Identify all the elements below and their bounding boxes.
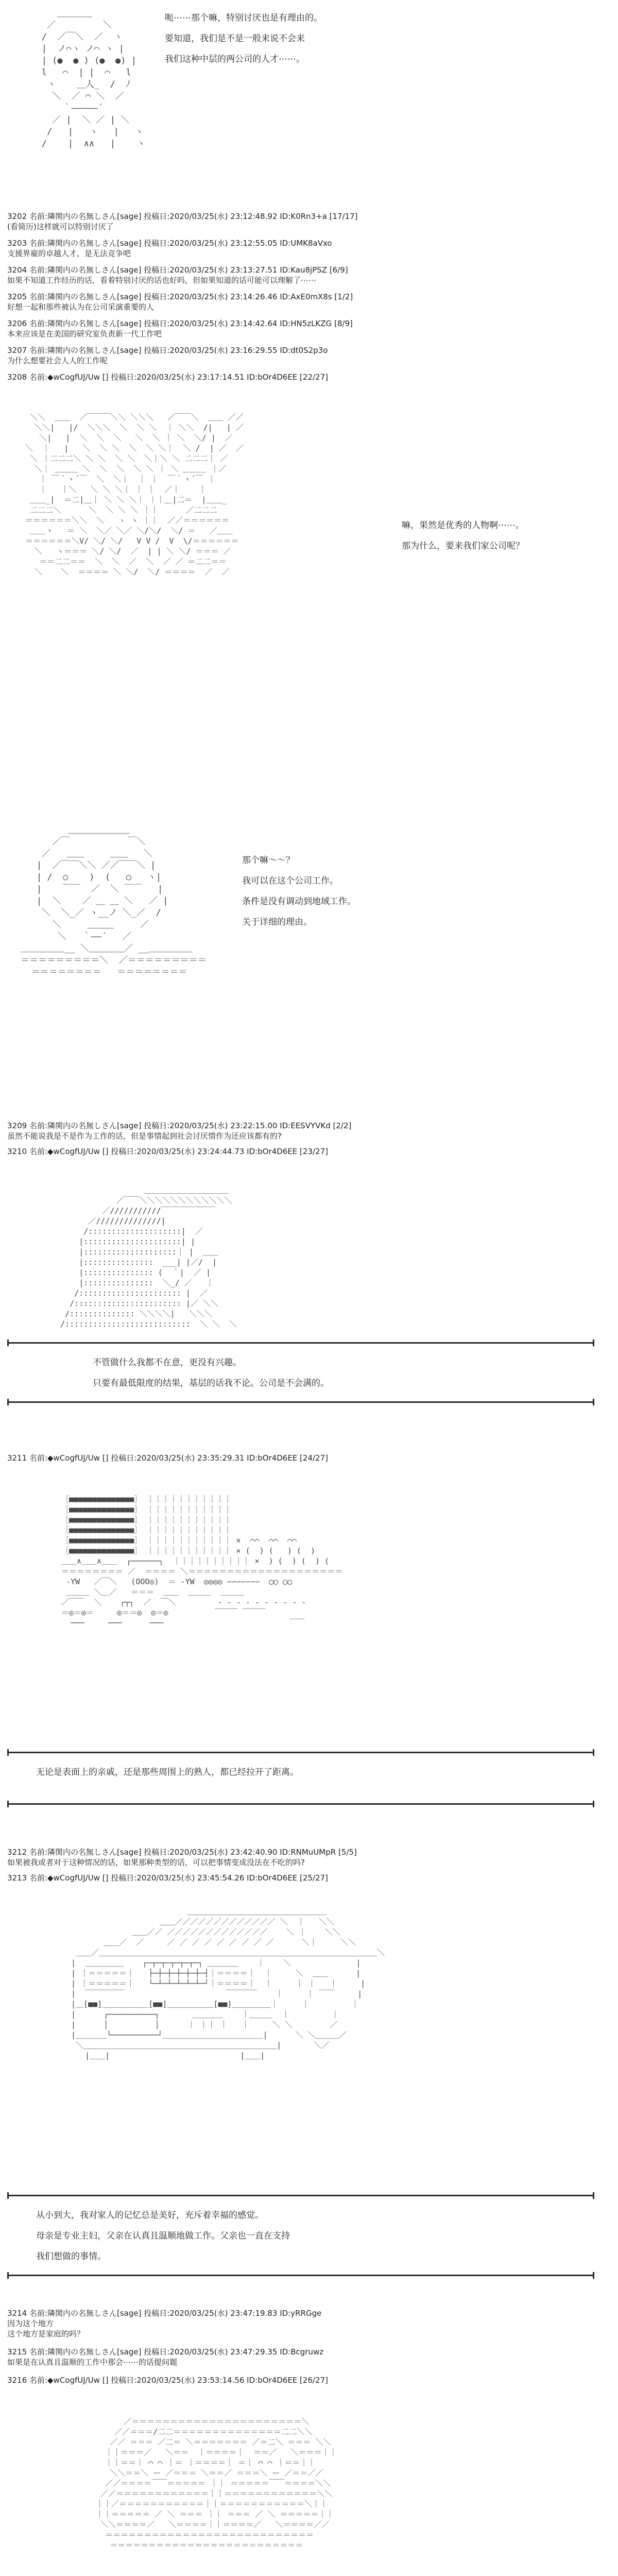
ascii-art-cap-figure: ＿＿＿＿＿＿＿＿＿＿＿ ／￣￣＼＼＼＼＼＼＼＼＼＼＼＼ ／///////////￣￣￣￣￣￣￣ ／//////////////| /::::::::::::::::::::| ／ |:::::::::::::::::::::| | |::::::::::::::::::::｜ | ＿＿ |::::::::::::::: ___| |／/ | |::::::::::::::: ( ｀| ／ | |::::::::::::::: ＼_/ ／ ｜ /:::::::::::::::::::::: | ／ /::::::::::::::::::::::: |／ ＼＼ /:::::::::::::: ＼＼＼＼| ＼＼＼ /::::::::::::::::::::::::::: ＼ ＼ ＼ (60, 1185, 237, 1329)
ascii-art-crowd: ／＝＝＝＝＝＝＝＝＝＝＝＝＝＝＝＝＝＝＝＝＝＝＼ ／／＝＝＝/二二＝＝＝＝＝＝＝＝＝＝＝＝＝＝二二＼＼ ／／ ＝＝＝ ／二＝ ＼＝＝＝＝＝＝＝ ／＝二＼ ＝＝＝ ＼＼ ｜｜＝＝＝／ ＼＝＝ ｜＝＝＝＝｜ ＝＝／ ＼＝＝＝｜｜ ｜｜＝＝｜ ⌒ ⌒ ｜＝ ｜＝＝＝＝｜ ＝｜ ⌒ ⌒ ｜＝＝｜｜ ＼＼＝＝＼ ー ／＝＝＝ ＼＝＝／ ＝＝＝＼ ー ／＝＝／／ ／／＝＝＝＝￣￣＝＝＝＝＝ ｜｜ ＝＝＝＝＝￣￣＝＝＝＝＼＼ ／／＝＝＝＝＝＝＝＝＝＝＝＝｜｜＝＝＝＝＝＝＝＝＝＝＝＝＼＼ ｜｜／＝＝＝＝＝＝＝＝＝＝＝｜｜＝＝＝＝＝＝＝＝＝＝＝＼｜｜ ｜｜＝＝＝＝＝ ／ ＼ ＝＝＝ ｜｜ ＝＝＝ ／ ＼ ＝＝＝＝＝｜｜ ＼＼＝＝＝＝／ ＼＝＝＝＝｜｜＝＝＝＝／ ＼＝＝＝＝／／ ＝＝＝＝＝＝＝＝＝＝＝＝＝＝＝＝＝＝＝＝＝＝＝＝＝＝＝ ＝＝＝＝＝＝＝＝＝＝＝＝＝＝＝＝＝＝＝＝＝＝＝＝＝ (96, 2417, 337, 2550)
narration-line: 我们想做的事情。 (36, 2251, 106, 2262)
post-body-line: 好想一起和那些被认为在公司采演重要的人 (7, 302, 154, 312)
post-3210 (7, 1146, 610, 1157)
post-header: 3210 名前:◆wCogfUJ/Uw [] 投稿日:2020/03/25(水) 23:24:44.73 ID:bOr4D6EE [23/27] (7, 1147, 328, 1156)
narration-line: 只要有最低限度的结果，基层的话我不论。公司是不会满的。 (93, 1378, 329, 1388)
post-3211 (7, 1453, 610, 1463)
post-3214 (7, 2308, 610, 2339)
ascii-art-figure-2: ＼＼ ＿＿ ／￣￣￣＼＼ ＼＼＼ ／￣￣＼ ＿＿ ／／ ＼＼| |/ ＼＼＼ ＼ ＼ ＼ ｜ ＼＼ /| | ／ ＼| | ＼ ＼ ＼ ＼ ＼ ｜ ＼ ＼/ | ／ ＼ ｜ | ＼ ＼ ＼ ＼ ＼ ＼｜ ＼ / | ／ ／ ＼ ｜二二二＼ ＼ ＼ ＼ ＼ ＼｜＼ ＼ 二二二｜ ／ ＼｜ ＿＿＿ ＼ ＼ ＼ ＼ ＼ ｜ ＼ ＿＿＿ ｜／ ｜ ￣｀ヽ´￣ ＼ ＼｜ ｜ ｜ ￣｀ヽ´￣ ｜ ｜ ｜＼ ＼ ＼ ＼｜ ｜ ｜ ／｜ ｜ ＿＿_| ＝二|＿｜ ＼ ＼ ＼｜ ｜｜＿|二＝ |＿＿_ 二二二＼ ＼ ＼ ＼ ＼ ｜｜ ／二二二 ＝＝＝＝＝＝＼＼ ＼ ヽ ヽ ｜｜ ／／＝＝＝＝＝＝ ＿＿ヽ ＝ ＼ ＼／ ＼／ ＼/＼/ ＼/ ＝ ／＿＿ ＝＝＝＝＝＝＼V/ ＼/ ＼/ V V / V \/＝＝＝＝＝＝ ＼ ヽ＝＝＝ ＼/ ＼/ ／ | | ＼ ＼/ ＝＝＝ ／ ＝＝二二＝＝ ＼ ＼ ／ ＼ ／ ／ ＝二二＝＝ ＼ ＼ ＝＝＝＝ ＼ ＼/ ＼/ ＝＝＝＝ ／ ／ (25, 413, 244, 577)
post-body-line: 如果不知道工作经历的话，看着特别讨厌的话也好吗，但如果知道的话可能可以理解了⋯⋯ (7, 276, 317, 285)
post-body-line: 支援界雇的卓越人才，是无法竞争吧 (7, 249, 131, 258)
post-header: 3206 名前:隣関内の名無しさん[sage] 投稿日:2020/03/25(水) 23:14:42.64 ID:HN5zLKZG [8/9] (7, 319, 353, 328)
post-header: 3203 名前:隣関内の名無しさん[sage] 投稿日:2020/03/25(水) 23:12:55.05 ID:UMK8aVxo (7, 239, 332, 248)
post-header: 3213 名前:◆wCogfUJ/Uw [] 投稿日:2020/03/25(水) 23:45:54.26 ID:bOr4D6EE [25/27] (7, 1873, 328, 1883)
post-header: 3205 名前:隣関内の名無しさん[sage] 投稿日:2020/03/25(水) 23:14:26.46 ID:AxE0mX8s [1/2] (7, 292, 353, 301)
post-3205 (7, 292, 610, 312)
post-header: 3215 名前:隣関内の名無しさん[sage] 投稿日:2020/03/25(水) 23:47:29.35 ID:Bcgruwz (7, 2347, 324, 2357)
post-body-line: 虽然不能说我是不是作为工作的话，但是事情起到社会讨厌情作为还应该都有的? (7, 1131, 282, 1141)
post-body-line: 这个地方是家庭的吗？ (7, 2329, 85, 2338)
post-header: 3208 名前:◆wCogfUJ/Uw [] 投稿日:2020/03/25(水) 23:17:14.51 ID:bOr4D6EE [22/27] (7, 372, 328, 382)
section-divider (7, 1752, 594, 1753)
post-3208 (7, 372, 610, 382)
post-3203 (7, 238, 610, 259)
post-3207 (7, 345, 610, 366)
speech-line: 我可以在这个公司工作。 (242, 876, 338, 886)
ascii-art-car: ＿＿＿＿＿＿＿＿＿＿＿＿＿＿＿＿＿＿ ＿＿／／／／／／／／／／／／／ ＼ ｜ ＼＼ ＿＿／／ ／／／／／／／／／／／／／ ＼ ｜ ＼＼ ＿＿／ ／ ／ ／ ／ ／ ／ ／ ／ ／ ／ ＼｜ ＼＼ ＿＿／＿＿＿＿＿＿＿＿＿＿＿＿＿＿＿＿＿＿＿＿＿＿＿＿＿＿＿＿＿＿＿＿＿＿＿＿＼ | ＿＿＿＿＿ ┌─┬─┬─┬─┬─┬─┐ ＿＿＿＿ ｜ ＼ | | ｜＝＝＝＝＝｜ ├─┼─┼─┼─┼─┼─┤｜＝＝＝＝｜ ｜ ＼ ＿＿ | | ｜＝＝＝＝＝｜ └─┴─┴─┴─┴─┴─┘｜＝＝＝＝｜ ｜ ｜ ｜ ｜ | | ￣￣￣￣￣ ￣￣￣￣ ｜ ｜ ￣￣ | |＿[■■]＿＿＿＿＿＿[■■]＿＿＿＿＿＿[■■]＿＿＿＿＿｜ ｜ ｜ | ┌──────────┐ ＿＿＿＿ ｜＿＿＿ ｜ ｜ | │ │ ｜ ｜｜ ｜ ｜ ＼ ＼ ／ |＿＿＿＿└──────────┘＿＿＿＿＿＿＿＿＿＿＿＿＿| ＼ ＼＿＿＿／ ＼＿＿＿＿＿＿＿＿＿＿＿＿＿＿＿＿＿＿＿＿＿＿＿＿＿| ＼／ |＿＿| |＿＿| (71, 1907, 385, 2060)
post-3206 (7, 318, 610, 339)
speech-line: 要知道，我们是不是一般来说不会来 (165, 33, 305, 44)
post-body-line: 如果是在认真且温顺的工作中那会⋯⋯的话提问题 (7, 2358, 178, 2367)
speech-scene-3 (242, 850, 356, 933)
speech-line: 嘛，果然是优秀的人物啊⋯⋯。 (402, 520, 524, 531)
speech-line: 我们这种中层的两公司的人才⋯⋯。 (165, 54, 305, 64)
post-body-line: (看简历)这样就可以特别讨厌了 (7, 222, 114, 231)
post-header: 3212 名前:隣関内の名無しさん[sage] 投稿日:2020/03/25(水) 23:42:40.90 ID:RNMuUMpR [5/5] (7, 1848, 357, 1857)
narration-1 (93, 1352, 329, 1394)
speech-line: 那个嘛～～？ (242, 855, 295, 866)
speech-line: 条件是没有调动到地域工作。 (242, 896, 356, 907)
post-3202 (7, 211, 610, 232)
post-3216 (7, 2375, 610, 2385)
speech-scene-1 (165, 8, 322, 70)
narration-line: 不管做什么我都不在意，更没有兴趣。 (93, 1358, 242, 1368)
section-divider (7, 2275, 594, 2276)
post-3204 (7, 265, 610, 285)
narration-line: 无论是表面上的亲戚，还是那些周围上的熟人，都已经拉开了距离。 (36, 1767, 299, 1777)
post-header: 3216 名前:◆wCogfUJ/Uw [] 投稿日:2020/03/25(水) 23:53:14.56 ID:bOr4D6EE [26/27] (7, 2376, 328, 2385)
section-divider (7, 1401, 594, 1403)
narration-2 (36, 1762, 299, 1783)
narration-3 (36, 2205, 290, 2267)
post-3215 (7, 2347, 610, 2367)
ascii-art-character-1: ＿＿＿＿ ／ ＼ / ／￣＼ ／ ヽ | ノ⌒ヽ ノ⌒ ヽ | | (● ● ) (● ●) | l ⌒ | | ⌒ l ヽ ＿人_ / ﾉ ＼ ／ ⌒ ＼ ／ ｀―――――´ ／ | ＼ ／ | ＼ / | ヽ | ヽ / | ∧∧ | ヽ (41, 8, 145, 149)
ascii-art-city-street: ［■■■■■■■■■■■■■■］ ｜｜｜｜｜｜｜｜｜｜｜ ［■■■■■■■■■■■■■■］ ｜｜｜｜｜｜｜｜｜｜｜ ［■■■■■■■■■■■■■■］ ｜｜｜｜｜｜｜｜｜｜｜ ［■■■■■■■■■■■■■■］ ｜｜｜｜｜｜｜｜｜｜｜ ［■■■■■■■■■■■■■■］ ｜｜｜｜｜｜｜｜｜｜｜ × ⌒⌒ ⌒⌒ ⌒⌒ ［■■■■■■■■■■■■■■］ ｜｜｜｜｜｜｜｜｜｜｜ × ( ) ( ) ( ) ＿＿∧＿＿∧＿＿ ┌──────┐ ｜｜｜｜｜｜｜｜｜｜ × ) ( ) ( ) ( ＝＝＝＝＝＝＝＝ ／ ＝＝＝＝ ＼＝＝＝＝＝＝＝＝＝＝＝＝＝＝＝＝＝＝＝＝ ‐YW ／￣＼ (OOΟ◎) ＝ ‐YW ◎◎◎◎ ∽∽∽∽∽∽∽ ◯◯ ◯◯ ＿＿＿ ＼＿／ ＝＝＝ ＿＿ ＿＿＿ ＿＿＿ ／￣￣ ＼ ┌┬┐ ／ ￣＼ ‐ ‐ ‐ ‐ ‐ ‐ ‐ ‐ ‐ ‐ ＝◎＝◎＝ ◎＝＝◎ ◎＝◎ ￣￣￣ ￣￣￣ ─── ─── ─── ￣￣ (61, 1495, 343, 1628)
post-body-line: 本来应该是在美国的研究室负责新一代工作吧 (7, 329, 162, 338)
narration-line: 母亲是专业主妇，父亲在认真且温顺地做工作。父亲也一直在支持 (36, 2231, 290, 2241)
section-divider (7, 1803, 594, 1805)
section-divider (7, 1342, 594, 1344)
post-3209 (7, 1121, 610, 1141)
post-body-line: 为什么想要社会人人的工作呢 (7, 356, 108, 365)
speech-scene-2 (402, 515, 524, 556)
post-header: 3214 名前:隣関内の名無しさん[sage] 投稿日:2020/03/25(水) 23:47:19.83 ID:yRRGge (7, 2309, 322, 2318)
post-header: 3204 名前:隣関内の名無しさん[sage] 投稿日:2020/03/25(水) 23:13:27.51 ID:Kau8jPSZ [6/9] (7, 265, 348, 275)
post-3212 (7, 1847, 610, 1868)
section-divider (7, 2195, 594, 2196)
post-header: 3207 名前:隣関内の名無しさん[sage] 投稿日:2020/03/25(水) 23:16:29.55 ID:dt0S2p3o (7, 346, 328, 355)
speech-line: 那为什么，要来我们家公司呢？ (402, 541, 524, 551)
post-3213 (7, 1873, 610, 1883)
post-body-line: 因为这个地方 (7, 2319, 54, 2328)
narration-line: 从小到大，我对家人的记忆总是美好，充斥着幸福的感觉。 (36, 2210, 264, 2221)
post-header: 3202 名前:隣関内の名無しさん[sage] 投稿日:2020/03/25(水) 23:12:48.92 ID:K0Rn3+a [17/17] (7, 212, 358, 221)
speech-line: 呃⋯⋯那个嘛，特别讨厌也是有理由的。 (165, 13, 322, 23)
post-body-line: 如果被我或者对于这种情况的话，如果那种类型的话，可以把事情变成没法在不吃的吗? (7, 1858, 305, 1867)
speech-line: 关于详细的理由。 (242, 917, 312, 927)
post-header: 3211 名前:◆wCogfUJ/Uw [] 投稿日:2020/03/25(水) 23:35:29.31 ID:bOr4D6EE [24/27] (7, 1453, 328, 1463)
ascii-art-character-3: ＿＿＿＿＿＿＿ ／￣ ￣＼ ／ ＿＿ ＿＿ ＼ | ／￣￣＼＼ ／／￣￣＼ | | / ○ ) ( ○ ヽ| | ￣￣ ／ ＼ ￣￣ | | ＼ ／ ＿ ＿ ＼ ／ | ＼ ＼_／ ヽ__ノ ＼_／ / ＼ ＿＿＿ ／ ＼ ｀――´ ／ ＿＿＿＿＿__ ＼＿＿＿＿／ __＿＿＿＿＿ ＝＝＝＝＝＝＝＝＝＼ ／＝＝＝＝＝＝＝＝＝ ＝＝＝＝＝＝＝＝ ＝＝＝＝＝＝＝＝ (21, 825, 207, 977)
post-header: 3209 名前:隣関内の名無しさん[sage] 投稿日:2020/03/25(水) 23:22:15.00 ID:EESVYVKd [2/2] (7, 1121, 352, 1130)
